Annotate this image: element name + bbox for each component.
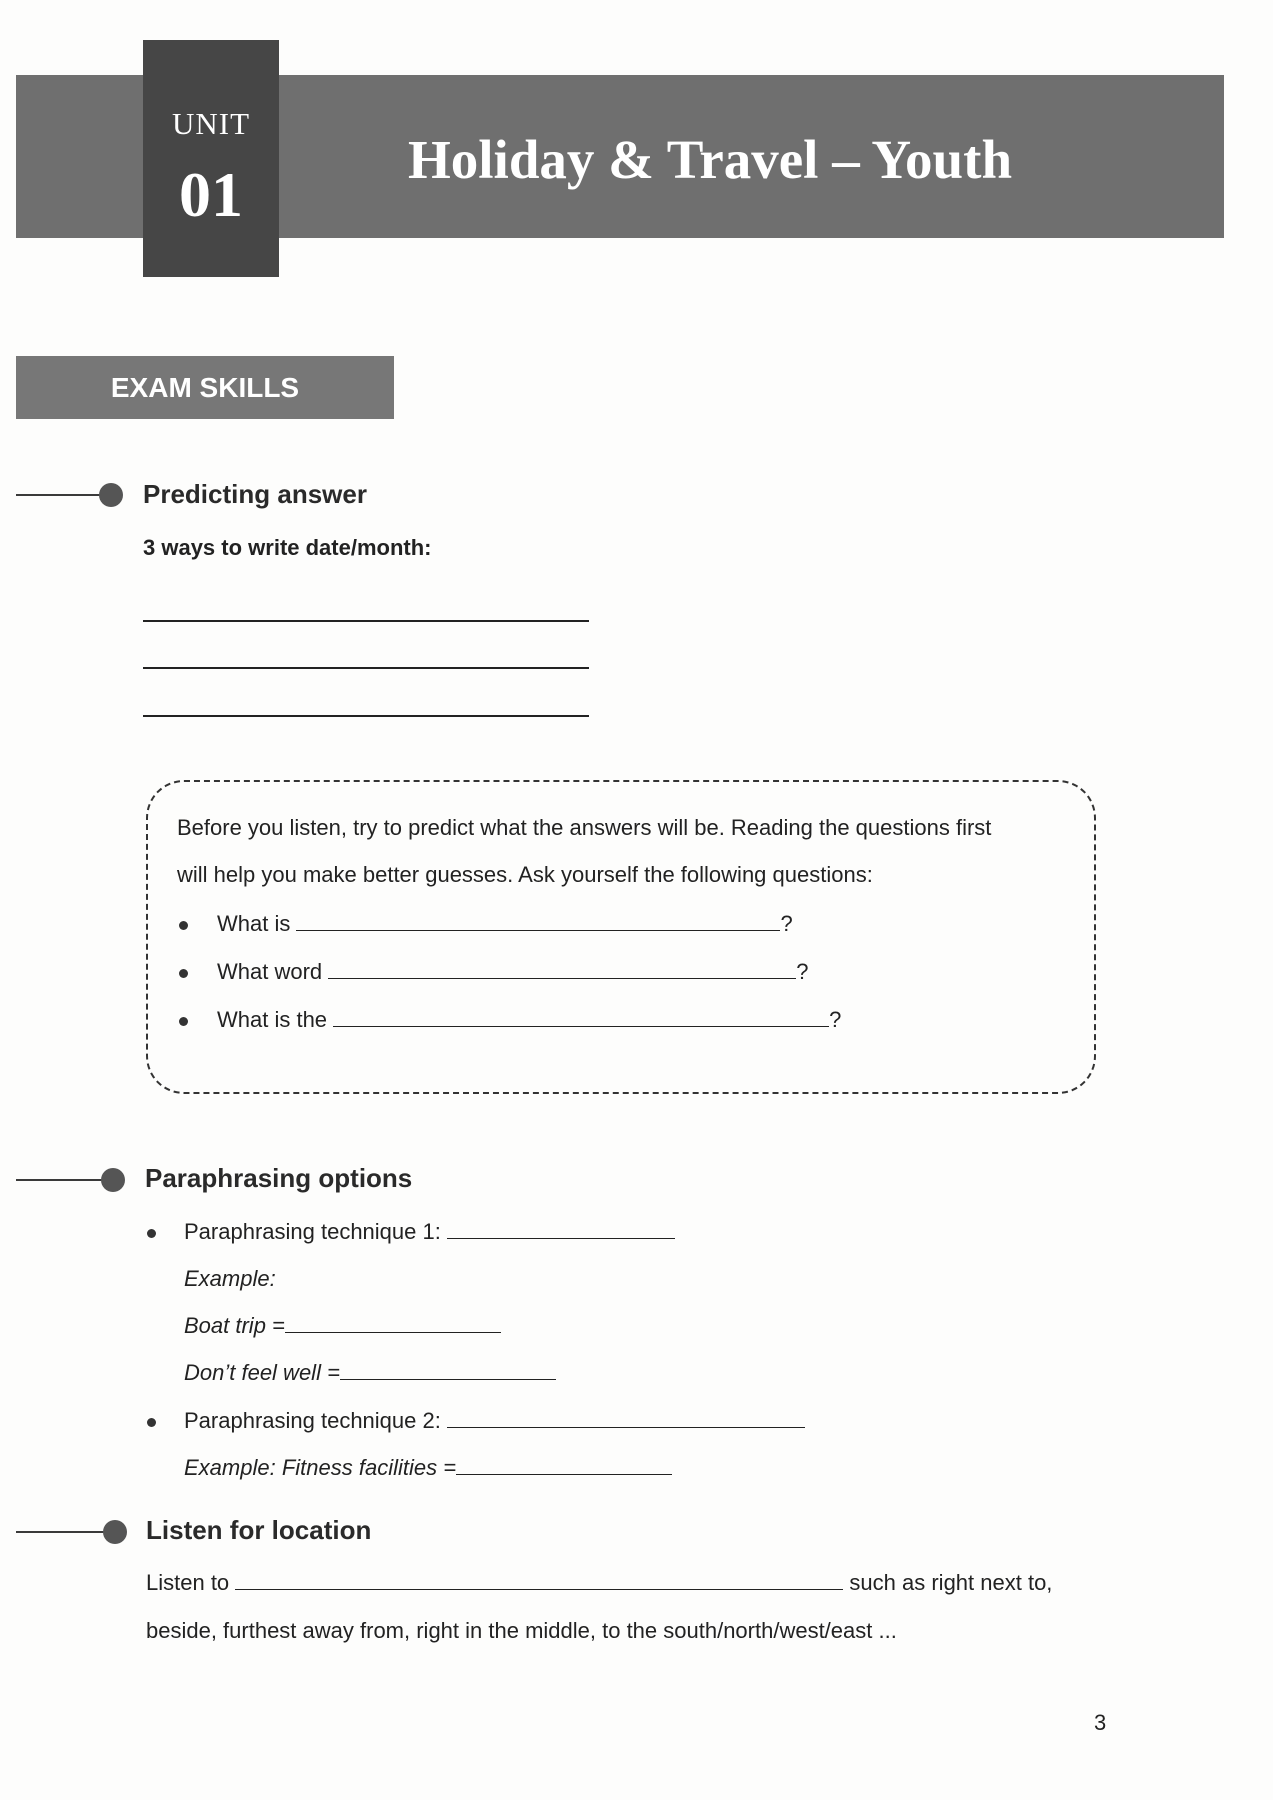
section-title-paraphrasing: Paraphrasing options — [145, 1163, 413, 1193]
technique-2-label: Paraphrasing technique 2: — [184, 1408, 441, 1433]
section-marker-dot-icon — [101, 1168, 125, 1192]
question-row — [217, 1007, 841, 1033]
example-fitness-blank[interactable] — [456, 1456, 672, 1475]
technique-2-blank[interactable] — [447, 1409, 805, 1428]
bullet-icon — [179, 969, 188, 978]
section-marker-line — [16, 1531, 112, 1533]
question-suffix: ? — [829, 1007, 842, 1032]
unit-label: UNIT — [171, 106, 251, 141]
bullet-icon — [147, 1418, 156, 1427]
example-boat-trip-label: Boat trip = — [184, 1313, 285, 1338]
section-marker-line — [16, 494, 108, 496]
location-line-2: beside, furthest away from, right in the middle, to the south/north/west/east ... — [146, 1618, 897, 1643]
predicting-subtitle: 3 ways to write date/month: — [143, 535, 432, 560]
bullet-icon — [147, 1229, 156, 1238]
question-suffix: ? — [796, 959, 809, 984]
question-row — [217, 959, 809, 985]
question-prefix: What is — [217, 911, 291, 936]
tip-text-line-1: Before you listen, try to predict what the answers will be. Reading the questions first — [177, 815, 992, 840]
section-title-predicting: Predicting answer — [143, 479, 367, 509]
section-marker-dot-icon — [99, 483, 123, 507]
technique-1-blank[interactable] — [447, 1220, 675, 1239]
section-marker-line — [16, 1179, 110, 1181]
answer-line-1[interactable] — [143, 620, 589, 622]
example-label: Example: — [184, 1266, 276, 1291]
example-fitness-row — [184, 1455, 672, 1481]
location-line-1 — [146, 1570, 1052, 1596]
question-blank[interactable] — [333, 1008, 829, 1027]
question-blank[interactable] — [296, 912, 780, 931]
location-suffix: such as right next to, — [849, 1570, 1053, 1595]
tip-text-line-2: will help you make better guesses. Ask yourself the following questions: — [177, 862, 873, 887]
location-prefix: Listen to — [146, 1570, 230, 1595]
example-feel-well-label: Don’t feel well = — [184, 1360, 340, 1385]
bullet-icon — [179, 1017, 188, 1026]
example-fitness-label: Example: Fitness facilities = — [184, 1455, 457, 1480]
example-boat-trip-blank[interactable] — [285, 1314, 501, 1333]
unit-number: 01 — [179, 159, 243, 230]
example-boat-trip-row — [184, 1313, 501, 1339]
question-blank[interactable] — [328, 960, 796, 979]
page-number: 3 — [1094, 1710, 1107, 1735]
section-title-location: Listen for location — [146, 1515, 372, 1545]
answer-line-2[interactable] — [143, 667, 589, 669]
question-prefix: What is the — [217, 1007, 328, 1032]
unit-box — [143, 40, 279, 277]
exam-skills-banner — [16, 356, 394, 419]
example-feel-well-row — [184, 1360, 556, 1386]
example-feel-well-blank[interactable] — [340, 1361, 556, 1380]
question-prefix: What word — [217, 959, 323, 984]
technique-1-label: Paraphrasing technique 1: — [184, 1219, 441, 1244]
section-marker-dot-icon — [103, 1520, 127, 1544]
location-blank[interactable] — [235, 1571, 843, 1590]
bullet-icon — [179, 921, 188, 930]
page-title: Holiday & Travel – Youth — [408, 129, 1013, 190]
technique-2-row — [184, 1408, 805, 1434]
answer-line-3[interactable] — [143, 715, 589, 717]
technique-1-row — [184, 1219, 675, 1245]
question-suffix: ? — [780, 911, 793, 936]
question-row — [217, 911, 793, 937]
exam-skills-label: EXAM SKILLS — [110, 371, 300, 403]
